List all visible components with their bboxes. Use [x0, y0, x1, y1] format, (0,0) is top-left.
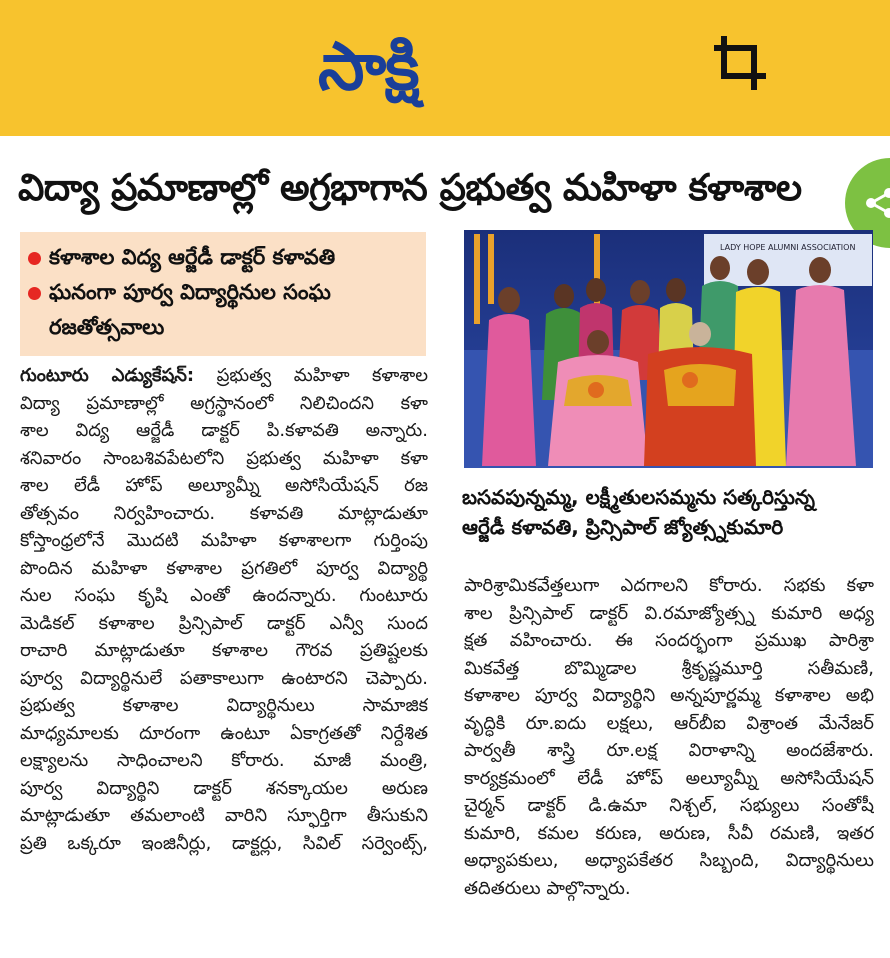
body-line: మెడికల్ కళాశాల ప్రిన్సిపాల్ డాక్టర్ ఎన్వీ సుంద	[20, 612, 428, 634]
highlights-box	[20, 232, 426, 356]
event-photo	[464, 230, 873, 468]
photo-caption	[462, 482, 876, 542]
article-body-left	[20, 362, 428, 857]
body-line: మాట్లాడుతూ తమలాంటి వారిని స్ఫూర్తిగా తీసుకుని	[20, 805, 428, 826]
event-photo-illustration	[464, 230, 873, 468]
body-line: కార్యక్రమంలో లేడీ హోప్ అల్యూమ్నీ అసోసియేషన్	[464, 767, 874, 789]
body-line: క్షత వహించారు. ఈ సందర్భంగా ప్రముఖ పారిశ్రా	[464, 630, 874, 651]
share-icon	[863, 186, 890, 220]
dateline: గుంటూరు ఎడ్యుకేషన్:	[20, 365, 195, 386]
body-line: మికవేత్త బొమ్మిడాల శ్రీకృష్ణమూర్తి సతీమణి,	[464, 657, 874, 679]
body-line: చైర్మన్ డాక్టర్ డి.ఉమా నిశ్చల్, సభ్యులు సంతోషీ	[464, 795, 874, 816]
body-line: కోస్తాంధ్రలోనే మొదటి మహిళా కళాశాలగా గుర్తింపు	[20, 530, 428, 551]
body-line: తోత్సవం నిర్వహించారు. కళావతి మాట్లాడుతూ	[20, 502, 428, 524]
body-line: పార్వతీ శాస్త్రి రూ.లక్ష విరాళాన్ని అందజేశారు.	[464, 740, 874, 761]
body-line: అధ్యాపకులు, అధ్యాపకేతర సిబ్బంది, విద్యార్థినులు	[464, 850, 874, 871]
body-line: పూర్వ విద్యార్థినులే పతాకాలుగా ఉంటారని చెప్పారు.	[20, 667, 428, 689]
body-line: తదితరులు పాల్గొన్నారు.	[464, 877, 631, 899]
article-headline: విద్యా ప్రమాణాల్లో అగ్రభాగాన ప్రభుత్వ మహిళా కళాశాల	[18, 166, 802, 209]
body-line: మాధ్యమాలకు దూరంగా ఉంటూ ఏకాగ్రతతో నిర్దేశిత	[20, 722, 428, 744]
body-line: కళాశాల పూర్వ విద్యార్థిని అన్నపూర్ణమ్మ కళాశాల అభి	[464, 685, 874, 706]
body-line: శాల లేడీ హోప్ అల్యూమ్నీ అసోసియేషన్ రజ	[20, 475, 428, 496]
bullet-dot-icon	[28, 252, 41, 265]
bullet-dot-icon	[28, 287, 41, 300]
highlight-item	[28, 240, 426, 275]
body-line: వృద్ధికి రూ.ఐదు లక్షలు, ఆర్‌బీఐ విశ్రాంత మేనేజర్	[464, 712, 874, 734]
crop-icon[interactable]	[710, 32, 772, 94]
highlight-text: ఘనంగా పూర్వ విద్యార్థినుల సంఘ	[49, 280, 331, 304]
body-line: కుమారి, కమల కరుణ, అరుణ, సీవీ రమణి, ఇతర	[464, 822, 874, 844]
body-line: శాల ప్రిన్సిపాల్ డాక్టర్ వి.రమాజ్యోత్స్న కుమారి అధ్య	[464, 602, 874, 624]
body-line: నుల సంఘ కృషి ఎంతో ఉందన్నారు. గుంటూరు	[20, 585, 428, 606]
photo-banner-text: LADY HOPE ALUMNI ASSOCIATION	[720, 243, 856, 252]
body-line: గుంటూరు ఎడ్యుకేషన్: ప్రభుత్వ మహిళా కళాశాల	[20, 365, 428, 386]
sakshi-logo: సాక్షి	[318, 28, 419, 105]
masthead	[0, 0, 890, 136]
body-line: పొందిన మహిళా కళాశాల ప్రగతిలో పూర్వ విద్యార్థి	[20, 557, 428, 579]
body-line: ప్రభుత్వ కళాశాల విద్యార్థినులు సామాజిక	[20, 695, 428, 716]
highlight-item	[28, 310, 426, 345]
article-body-right	[464, 572, 874, 902]
body-line: పూర్వ విద్యార్థిని డాక్టర్ శనక్కాయల అరుణ	[20, 777, 428, 799]
body-line: లక్ష్యాలను సాధించాలని కోరారు. మాజీ మంత్రి,	[20, 750, 428, 771]
body-line: శాల విద్య ఆర్జేడీ డాక్టర్ పి.కళావతి అన్నారు.	[20, 420, 428, 441]
highlight-text: కళాశాల విద్య ఆర్జేడీ డాక్టర్ కళావతి	[49, 245, 336, 269]
caption-line: బసవపున్నమ్మ, లక్ష్మీతులసమ్మను సత్కరిస్తున్న	[462, 485, 815, 509]
caption-line: ఆర్జేడీ కళావతి, ప్రిన్సిపాల్ జ్యోత్స్నకుమారి	[462, 515, 784, 539]
body-line: రాచారి మాట్లాడుతూ కళాశాల గౌరవ ప్రతిష్టలకు	[20, 640, 428, 661]
body-line: విద్యా ప్రమాణాల్లో అగ్రస్థానంలో నిలిచిందని కళా	[20, 392, 428, 414]
body-line: పారిశ్రామికవేత్తలుగా ఎదగాలని కోరారు. సభకు కళా	[464, 575, 874, 596]
body-line: శనివారం సాంబశివపేటలోని ప్రభుత్వ మహిళా కళా	[20, 447, 428, 469]
body-line: ప్రతి ఒక్కరూ ఇంజినీర్లు, డాక్టర్లు, సివిల్ సర్వెంట్స్,	[20, 832, 428, 854]
highlight-item	[28, 275, 426, 310]
highlight-text: రజతోత్సవాలు	[49, 315, 165, 339]
